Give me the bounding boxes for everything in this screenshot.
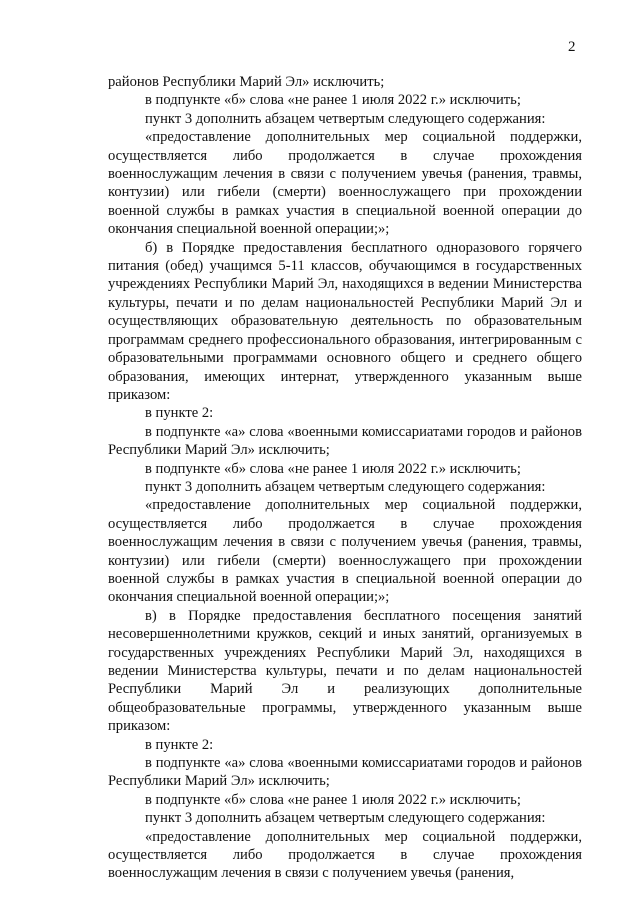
- paragraph-subpoint-b: в подпункте «б» слова «не ранее 1 июля 2022 г.» исключить;: [145, 92, 521, 109]
- paragraph-continuation: районов Республики Марий Эл» исключить;: [108, 74, 385, 90]
- paragraph-subpoint-b: в подпункте «б» слова «не ранее 1 июля 2022 г.» исключить;: [145, 460, 521, 477]
- paragraph-quoted-support-measure-partial: «предоставление дополнительных мер социальной поддержки, осуществляется либо продолжается в случае прохождения военнослужащим лечения в связи с получением увечья (ранения,: [108, 828, 582, 882]
- page-number: 2: [568, 39, 576, 55]
- document-body: [108, 73, 582, 883]
- paragraph-quoted-support-measure: «предоставление дополнительных мер социальной поддержки, осуществляется либо продолжается в случае прохождения военнослужащим лечения в связи с получением увечья (ранения, травмы, контузии) или гибели (смерти) военнослужащего при прохождении военной службы в рамках участия в специальной военной операции до окончания специальной военной операции;»;: [108, 129, 582, 238]
- paragraph-item-b-meals: б) в Порядке предоставления бесплатного одноразового горячего питания (обед) учащимся 5-11 классов, обучающимся в государственных учреждениях Республики Марий Эл, находящихся в ведении Министерства культуры, печати и по делам национальностей Республики Марий Эл и осуществляющих образовательную деятельность по образовательным программам среднего профессионального образования, интегрированным с образовательными программами основного общего и среднего общего образования, имеющих интернат, утвержденного указанным выше приказом:: [108, 239, 582, 403]
- paragraph-subpoint-b: в подпункте «б» слова «не ранее 1 июля 2022 г.» исключить;: [145, 791, 521, 808]
- paragraph-quoted-support-measure: «предоставление дополнительных мер социальной поддержки, осуществляется либо продолжается в случае прохождения военнослужащим лечения в связи с получением увечья (ранения, травмы, контузии) или гибели (смерти) военнослужащего при прохождении военной службы в рамках участия в специальной военной операции до окончания специальной военной операции;»;: [108, 497, 582, 606]
- paragraph-subpoint-a: в подпункте «а» слова «военными комиссариатами городов и районов Республики Марий Эл» исключить;: [108, 423, 582, 459]
- paragraph-point-3-addition: пункт 3 дополнить абзацем четвертым следующего содержания:: [145, 478, 546, 495]
- paragraph-point-2: в пункте 2:: [145, 736, 214, 753]
- paragraph-point-2: в пункте 2:: [145, 405, 214, 422]
- paragraph-point-3-addition: пункт 3 дополнить абзацем четвертым следующего содержания:: [145, 810, 546, 827]
- paragraph-point-3-addition: пункт 3 дополнить абзацем четвертым следующего содержания:: [145, 110, 546, 127]
- paragraph-subpoint-a: в подпункте «а» слова «военными комиссариатами городов и районов Республики Марий Эл» исключить;: [108, 755, 582, 790]
- paragraph-item-v-clubs: в) в Порядке предоставления бесплатного посещения занятий несовершеннолетними кружков, секций и иных занятий, организуемых в государственных учреждениях Республики Марий Эл, находящихся в ведении Министерства культуры, печати и по делам национальностей Республики Марий Эл и реализующих дополнительные общеобразовательные программы, утвержденного указанным выше приказом:: [108, 607, 582, 735]
